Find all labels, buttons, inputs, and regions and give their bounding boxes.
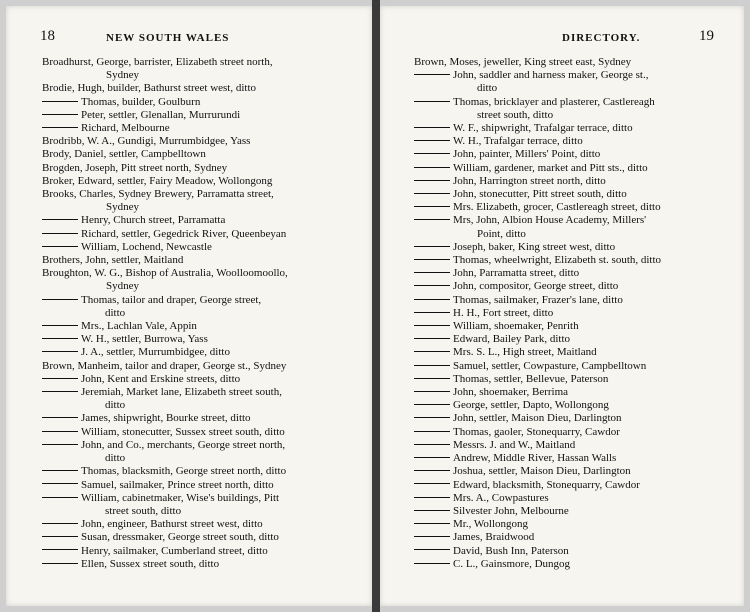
directory-entries [380, 56, 744, 571]
entry-text: Mrs. Elizabeth, grocer, Castlereagh street, ditto [453, 201, 661, 214]
book-gutter [372, 0, 380, 612]
repeat-surname-dash [414, 219, 450, 220]
repeat-surname-dash [414, 457, 450, 458]
directory-entry [6, 412, 372, 425]
entry-text: Broadhurst, George, barrister, Elizabeth street north, [42, 56, 273, 68]
repeat-surname-dash [414, 536, 450, 537]
directory-entry [380, 56, 744, 69]
directory-entry [380, 69, 744, 95]
directory-entry [380, 452, 744, 465]
directory-entry [6, 346, 372, 359]
directory-entry [6, 439, 372, 465]
repeat-surname-dash [42, 431, 78, 432]
repeat-surname-dash [414, 153, 450, 154]
directory-entry [6, 360, 372, 373]
repeat-surname-dash [42, 444, 78, 445]
running-title: NEW SOUTH WALES [106, 32, 230, 44]
repeat-surname-dash [414, 417, 450, 418]
entry-text: J. A., settler, Murrumbidgee, ditto [81, 346, 230, 359]
entry-text: John, compositor, George street, ditto [453, 280, 619, 293]
directory-entry [6, 492, 372, 518]
repeat-surname-dash [42, 325, 78, 326]
entry-text: Thomas, builder, Goulburn [81, 95, 201, 108]
repeat-surname-dash [414, 391, 450, 392]
repeat-surname-dash [42, 523, 78, 524]
repeat-surname-dash [414, 563, 450, 564]
entry-text: George, settler, Dapto, Wollongong [453, 399, 609, 412]
entry-text: Brown, Moses, jeweller, King street east, Sydney [414, 56, 632, 68]
repeat-surname-dash [414, 272, 450, 273]
repeat-surname-dash [42, 483, 78, 484]
repeat-surname-dash [42, 470, 78, 471]
entry-continuation: ditto [477, 82, 498, 95]
repeat-surname-dash [42, 338, 78, 339]
repeat-surname-dash [414, 259, 450, 260]
directory-entry [380, 241, 744, 254]
entry-text: Ellen, Sussex street south, ditto [81, 557, 220, 570]
directory-entry [380, 426, 744, 439]
repeat-surname-dash [414, 74, 450, 75]
entry-text: John, Harrington street north, ditto [453, 174, 606, 187]
directory-entry [6, 320, 372, 333]
repeat-surname-dash [42, 114, 78, 115]
page-header [6, 28, 372, 50]
repeat-surname-dash [414, 180, 450, 181]
entry-continuation: ditto [105, 306, 126, 319]
entry-text: Thomas, settler, Bellevue, Paterson [453, 372, 609, 385]
directory-entry [6, 426, 372, 439]
entry-text: W. H., settler, Burrowa, Yass [81, 333, 208, 346]
entry-text: John, shoemaker, Berrima [453, 386, 569, 399]
repeat-surname-dash [414, 549, 450, 550]
directory-entry [380, 386, 744, 399]
directory-entry [380, 439, 744, 452]
directory-entry [6, 558, 372, 571]
directory-entry [6, 56, 372, 82]
directory-entry [6, 162, 372, 175]
entry-text: Edward, Bailey Park, ditto [453, 333, 571, 346]
directory-entry [380, 518, 744, 531]
repeat-surname-dash [414, 127, 450, 128]
entry-text: Henry, Church street, Parramatta [81, 214, 226, 227]
repeat-surname-dash [42, 536, 78, 537]
entry-text: Mrs. S. L., High street, Maitland [453, 346, 597, 359]
directory-entry [6, 531, 372, 544]
entry-text: Joseph, baker, King street west, ditto [453, 240, 616, 253]
entry-continuation: Sydney [106, 280, 139, 293]
entry-text: William, cabinetmaker, Wise's buildings, Pitt [81, 491, 280, 504]
repeat-surname-dash [414, 312, 450, 313]
directory-entry [6, 82, 372, 95]
directory-entry [380, 333, 744, 346]
repeat-surname-dash [414, 483, 450, 484]
directory-entry [6, 228, 372, 241]
repeat-surname-dash [414, 351, 450, 352]
directory-entry [380, 545, 744, 558]
directory-entry [380, 148, 744, 161]
directory-entry [380, 558, 744, 571]
entry-text: Mrs, John, Albion House Academy, Millers' [453, 214, 647, 227]
entry-text: Messrs. J. and W., Maitland [453, 438, 576, 451]
entry-text: Susan, dressmaker, George street south, ditto [81, 531, 279, 544]
entry-text: Edward, blacksmith, Stonequarry, Cawdor [453, 478, 640, 491]
directory-entry [380, 135, 744, 148]
directory-entry [380, 479, 744, 492]
repeat-surname-dash [414, 431, 450, 432]
page-number: 18 [40, 28, 55, 44]
entry-text: James, Braidwood [453, 531, 535, 544]
entry-text: H. H., Fort street, ditto [453, 306, 554, 319]
directory-entry [380, 373, 744, 386]
entry-text: Samuel, sailmaker, Prince street north, ditto [81, 478, 274, 491]
repeat-surname-dash [42, 299, 78, 300]
entry-text: Henry, sailmaker, Cumberland street, ditto [81, 544, 268, 557]
directory-entry [380, 122, 744, 135]
right-page [380, 6, 744, 606]
entry-text: John, settler, Maison Dieu, Darlington [453, 412, 622, 425]
directory-entry [6, 254, 372, 267]
repeat-surname-dash [414, 523, 450, 524]
directory-entry [6, 241, 372, 254]
entry-text: Brooks, Charles, Sydney Brewery, Parramatta street, [42, 188, 274, 201]
entry-text: Mrs. A., Cowpastures [453, 491, 549, 504]
entry-continuation: street south, ditto [105, 504, 182, 517]
directory-entry [380, 175, 744, 188]
directory-entry [380, 505, 744, 518]
repeat-surname-dash [42, 351, 78, 352]
entry-text: Brodribb, W. A., Gundigi, Murrumbidgee, Yass [42, 135, 251, 148]
entry-text: Brown, Manheim, tailor and draper, George st., Sydney [42, 359, 287, 372]
repeat-surname-dash [414, 285, 450, 286]
entry-text: Samuel, settler, Cowpasture, Campbelltown [453, 359, 647, 372]
entry-text: John, Parramatta street, ditto [453, 267, 580, 280]
directory-entry [380, 360, 744, 373]
repeat-surname-dash [414, 444, 450, 445]
repeat-surname-dash [414, 338, 450, 339]
entry-text: Broker, Edward, settler, Fairy Meadow, Wollongong [42, 174, 273, 187]
directory-entry [380, 531, 744, 544]
entry-text: Richard, Melbourne [81, 122, 170, 135]
directory-entry [6, 109, 372, 122]
entry-text: Brothers, John, settler, Maitland [42, 254, 184, 267]
directory-entry [6, 386, 372, 412]
directory-entry [380, 254, 744, 267]
entry-text: W. H., Trafalgar terrace, ditto [453, 135, 583, 148]
page-number: 19 [699, 28, 714, 44]
directory-entry [380, 412, 744, 425]
repeat-surname-dash [414, 299, 450, 300]
repeat-surname-dash [42, 233, 78, 234]
repeat-surname-dash [414, 497, 450, 498]
directory-entry [6, 175, 372, 188]
directory-entry [380, 399, 744, 412]
entry-text: John, stonecutter, Pitt street south, ditto [453, 188, 627, 201]
entry-continuation: Sydney [106, 201, 139, 214]
directory-entry [380, 96, 744, 122]
entry-text: William, shoemaker, Penrith [453, 320, 579, 333]
repeat-surname-dash [42, 417, 78, 418]
entry-text: W. F., shipwright, Trafalgar terrace, ditto [453, 122, 633, 135]
repeat-surname-dash [42, 127, 78, 128]
directory-entry [6, 214, 372, 227]
entry-text: Andrew, Middle River, Hassan Walls [453, 452, 617, 465]
repeat-surname-dash [414, 404, 450, 405]
entry-text: William, stonecutter, Sussex street south, ditto [81, 425, 285, 438]
directory-entry [6, 96, 372, 109]
repeat-surname-dash [42, 101, 78, 102]
entry-text: John, painter, Millers' Point, ditto [453, 148, 601, 161]
repeat-surname-dash [414, 510, 450, 511]
entry-text: John, engineer, Bathurst street west, ditto [81, 518, 263, 531]
directory-entry [380, 214, 744, 240]
entry-text: Thomas, gaoler, Stonequarry, Cawdor [453, 425, 620, 438]
repeat-surname-dash [42, 497, 78, 498]
repeat-surname-dash [414, 246, 450, 247]
directory-entry [380, 267, 744, 280]
entry-text: John, Kent and Erskine streets, ditto [81, 372, 241, 385]
directory-entry [380, 465, 744, 478]
entry-text: David, Bush Inn, Paterson [453, 544, 569, 557]
repeat-surname-dash [414, 140, 450, 141]
entry-text: Peter, settler, Glenallan, Murrurundi [81, 108, 241, 121]
entry-text: Brogden, Joseph, Pitt street north, Sydney [42, 161, 228, 174]
repeat-surname-dash [414, 101, 450, 102]
entry-continuation: street south, ditto [477, 108, 554, 121]
entry-text: William, gardener, market and Pitt sts., ditto [453, 161, 648, 174]
directory-entry [6, 373, 372, 386]
entry-text: John, and Co., merchants, George street north, [81, 438, 286, 451]
entry-text: Jeremiah, Market lane, Elizabeth street south, [81, 386, 282, 399]
directory-entry [380, 320, 744, 333]
directory-entry [6, 545, 372, 558]
repeat-surname-dash [42, 219, 78, 220]
repeat-surname-dash [42, 246, 78, 247]
repeat-surname-dash [42, 391, 78, 392]
entry-text: Thomas, tailor and draper, George street, [81, 293, 262, 306]
left-page [6, 6, 372, 606]
directory-entry [6, 333, 372, 346]
directory-entry [380, 492, 744, 505]
entry-text: Thomas, wheelwright, Elizabeth st. south, ditto [453, 254, 662, 267]
entry-text: Silvester John, Melbourne [453, 504, 569, 517]
entry-text: James, shipwright, Bourke street, ditto [81, 412, 251, 425]
directory-entry [6, 188, 372, 214]
repeat-surname-dash [414, 365, 450, 366]
repeat-surname-dash [414, 167, 450, 168]
entry-text: Thomas, sailmaker, Frazer's lane, ditto [453, 293, 623, 306]
repeat-surname-dash [42, 563, 78, 564]
entry-continuation: Point, ditto [477, 227, 526, 240]
directory-entry [6, 518, 372, 531]
repeat-surname-dash [42, 549, 78, 550]
directory-entry [6, 122, 372, 135]
directory-entry [380, 162, 744, 175]
running-title: DIRECTORY. [562, 32, 641, 44]
directory-entry [380, 280, 744, 293]
directory-entry [380, 188, 744, 201]
directory-entry [380, 201, 744, 214]
entry-text: William, Lochend, Newcastle [81, 240, 212, 253]
entry-text: Brody, Daniel, settler, Campbelltown [42, 148, 206, 161]
entry-text: Mr., Wollongong [453, 518, 529, 531]
entry-continuation: Sydney [106, 69, 139, 82]
entry-continuation: ditto [105, 452, 126, 465]
directory-entry [6, 148, 372, 161]
repeat-surname-dash [414, 378, 450, 379]
directory-entry [6, 135, 372, 148]
directory-entries [6, 56, 372, 571]
repeat-surname-dash [414, 193, 450, 194]
repeat-surname-dash [42, 378, 78, 379]
directory-entry [380, 346, 744, 359]
directory-entry [6, 465, 372, 478]
page-header [380, 28, 744, 50]
entry-text: Thomas, blacksmith, George street north, ditto [81, 465, 287, 478]
directory-entry [6, 294, 372, 320]
entry-text: Richard, settler, Gegedrick River, Queenbeyan [81, 227, 287, 240]
entry-continuation: ditto [105, 399, 126, 412]
repeat-surname-dash [414, 470, 450, 471]
directory-entry [380, 307, 744, 320]
entry-text: John, saddler and harness maker, George st., [453, 69, 649, 82]
entry-text: C. L., Gainsmore, Dungog [453, 557, 571, 570]
entry-text: Joshua, settler, Maison Dieu, Darlington [453, 465, 631, 478]
directory-entry [380, 294, 744, 307]
directory-entry [6, 479, 372, 492]
entry-text: Thomas, bricklayer and plasterer, Castlereagh [453, 95, 655, 108]
repeat-surname-dash [414, 325, 450, 326]
repeat-surname-dash [414, 206, 450, 207]
entry-text: Mrs., Lachlan Vale, Appin [81, 320, 197, 333]
entry-text: Brodie, Hugh, builder, Bathurst street west, ditto [42, 82, 257, 95]
entry-text: Broughton, W. G., Bishop of Australia, Woolloomoollo, [42, 267, 288, 280]
directory-entry [6, 267, 372, 293]
